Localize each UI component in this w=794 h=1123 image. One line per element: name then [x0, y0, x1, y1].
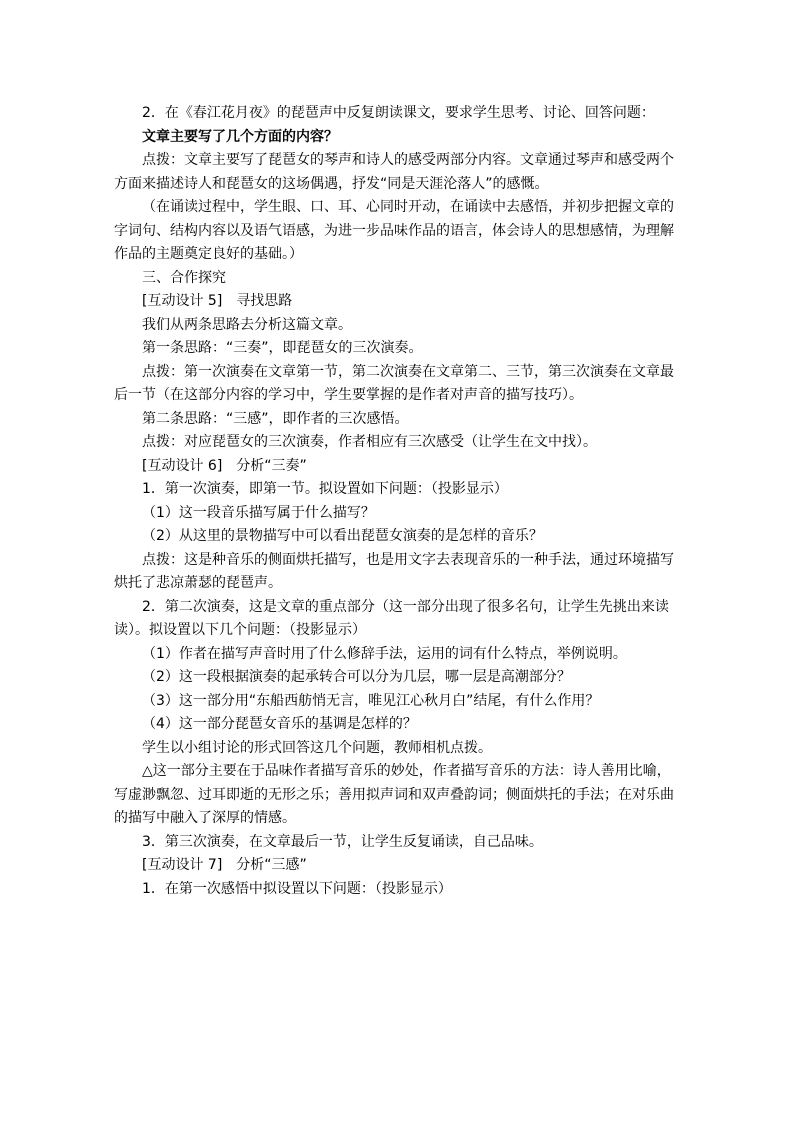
paragraph: （4）这一部分琵琶女音乐的基调是怎样的？ [142, 716, 417, 732]
paragraph: 点拨：对应琵琶女的三次演奏，作者相应有三次感受（让学生在文中找）。 [142, 434, 597, 450]
paragraph: 三、合作探究 [142, 269, 226, 286]
paragraph: 第一条思路：“三奏”，即琵琶女的三次演奏。 [142, 340, 423, 356]
paragraph: 点拨：第一次演奏在文章第一节，第二次演奏在文章第二、三节，第三次演奏在文章最后一节（在这部分内容的学习中，学生要掌握的是作者对声音的描写技巧）。 [114, 363, 674, 403]
paragraph: [互动设计 7] 分析“三感” [142, 857, 307, 873]
paragraph: 点拨：文章主要写了琵琶女的琴声和诗人的感受两部分内容。文章通过琴声和感受两个方面来描述诗人和琵琶女的这场偶遇，抒发“同是天涯沦落人”的感慨。 [114, 152, 674, 192]
paragraph: 3．第三次演奏，在文章最后一节，让学生反复诵读，自己品味。 [142, 833, 543, 850]
paragraph: （1）这一段音乐描写属于什么描写？ [142, 504, 375, 521]
paragraph: 2．第二次演奏，这是文章的重点部分（这一部分出现了很多名句，让学生先挑出来读读）。拟设置以下几个问题：（投影显示） [114, 598, 669, 638]
paragraph: 1．在第一次感悟中拟设置以下问题：（投影显示） [142, 880, 452, 897]
paragraph: （在诵读过程中，学生眼、口、耳、心同时开动，在诵读中去感悟，并初步把握文章的字词句、结构内容以及语气语感，为进一步品味作品的语言，体会诗人的思想感情，为理解作品的主题奠定良好的基础。） [114, 199, 674, 262]
document-body [114, 102, 682, 901]
paragraph: 第二条思路：“三感”，即作者的三次感悟。 [142, 410, 409, 427]
paragraph: （2）从这里的景物描写中可以看出琵琶女演奏的是怎样的音乐？ [142, 528, 543, 544]
paragraph: △这一部分主要在于品味作者描写音乐的妙处，作者描写音乐的方法：诗人善用比喻，写虚渺飘忽、过耳即逝的无形之乐；善用拟声词和双声叠韵词；侧面烘托的手法；在对乐曲的描写中融入了深厚的情感。 [114, 763, 674, 826]
heading-question: 文章主要写了几个方面的内容？ [142, 128, 338, 145]
paragraph: 学生以小组讨论的形式回答这几个问题，教师相机点拨。 [142, 739, 492, 756]
paragraph: [互动设计 6] 分析“三奏” [142, 457, 307, 474]
paragraph: （3）这一部分用“东船西舫悄无言，唯见江心秋月白”结尾，有什么作用？ [142, 692, 600, 709]
paragraph: 2．在《春江花月夜》的琵琶声中反复朗读课文，要求学生思考、讨论、回答问题： [142, 105, 655, 121]
paragraph: （1）作者在描写声音时用了什么修辞手法，运用的词有什么特点，举例说明。 [142, 645, 627, 662]
paragraph: （2）这一段根据演奏的起承转合可以分为几层，哪一层是高潮部分？ [142, 669, 571, 685]
paragraph: 我们从两条思路去分析这篇文章。 [142, 316, 352, 333]
paragraph: [互动设计 5] 寻找思路 [142, 293, 293, 309]
paragraph: 点拨：这是种音乐的侧面烘托描写，也是用文字去表现音乐的一种手法，通过环境描写烘托了悲凉萧瑟的琵琶声。 [114, 551, 674, 591]
paragraph: 1．第一次演奏，即第一节。拟设置如下问题：（投影显示） [142, 481, 508, 497]
